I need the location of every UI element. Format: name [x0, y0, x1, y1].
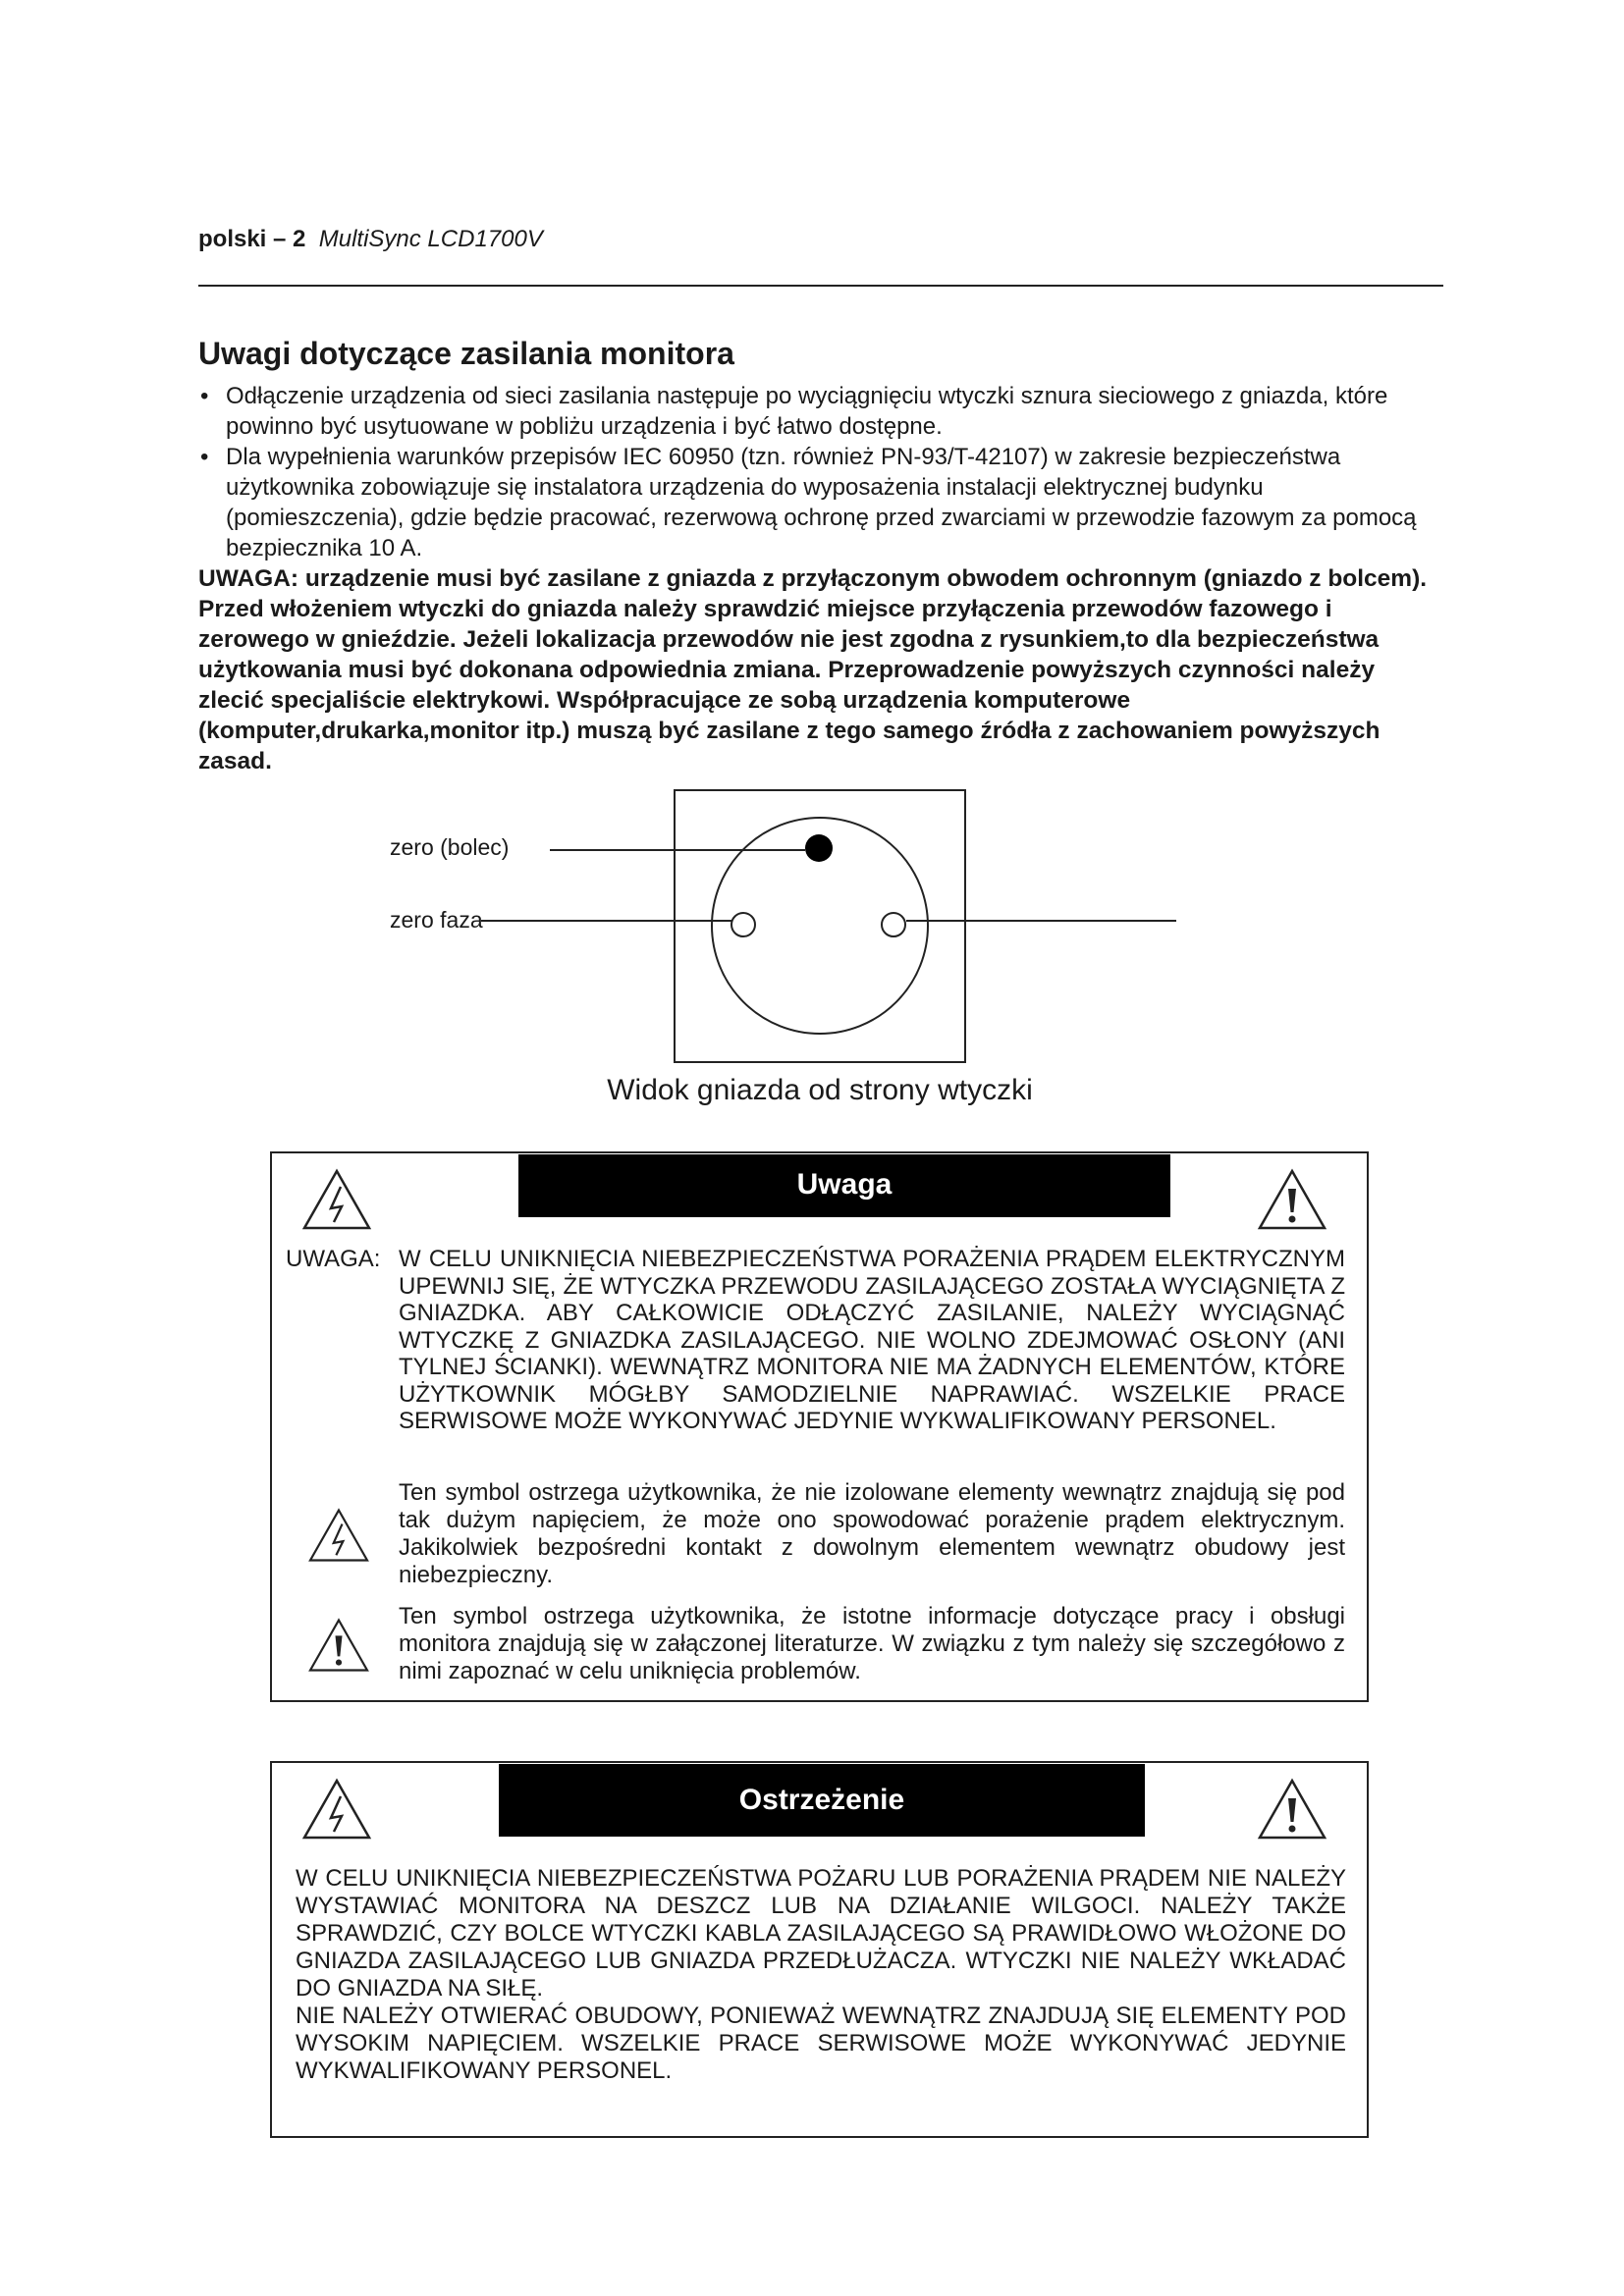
ground-pin: [805, 834, 833, 862]
list-item: • Dla wypełnienia warunków przepisów IEC 60950 (tzn. również PN-93/T-42107) w zakresie bezpieczeństwa użytkownika zobowiązuje się instalatora urządzenia do wyposażenia instalacji elektrycznej budynku (pomieszczenia), gdzie będzie pracować, rezerwową ochronę przed zwarciami w przewodzie fazowym za pomocą bezpiecznika 10 A.: [198, 442, 1443, 563]
ostrzezenie-paragraph-1: W CELU UNIKNIĘCIA NIEBEZPIECZEŃSTWA POŻARU LUB PORAŻENIA PRĄDEM NIE NALEŻY WYSTAWIAĆ MONITORA NA DESZCZ LUB NA DZIAŁANIE WILGOCI. NALEŻY TAKŻE SPRAWDZIĆ, CZY BOLCE WTYCZKI KABLA ZASILAJĄCEGO SĄ PRAWIDŁOWO WŁOŻONE DO GNIAZDA ZASILAJĄCEGO LUB GNIAZDA PRZEDŁUŻACZA. WTYCZKI NIE NALEŻY WKŁADAĆ DO GNIAZDA NA SIŁĘ.: [296, 1865, 1346, 2002]
diagram-caption: Widok gniazda od strony wtyczki: [607, 1074, 1033, 1106]
model-name: MultiSync LCD1700V: [318, 226, 543, 252]
exclamation-warning-icon: [1257, 1167, 1327, 1232]
page-number: polski – 2: [198, 226, 306, 252]
uwaga-label: UWAGA:: [286, 1246, 381, 1272]
list-item: • Odłączenie urządzenia od sieci zasilania następuje po wyciągnięciu wtyczki sznura sieciowego z gniazda, które powinno być usytuowane w pobliżu urządzenia i być łatwo dostępne.: [198, 381, 1443, 442]
ostrzezenie-warning-box: [270, 1761, 1369, 2138]
exclamation-warning-icon: [307, 1617, 370, 1674]
high-voltage-warning-icon: [307, 1507, 370, 1564]
grounding-warning-paragraph: UWAGA: urządzenie musi być zasilane z gniazda z przyłączonym obwodem ochronnym (gniazdo z bolcem). Przed włożeniem wtyczki do gniazda należy sprawdzić miejsce przyłączenia przewodów fazowego i zerowego w gnieździe. Jeżeli lokalizacja przewodów nie jest zgodna z rysunkiem,to dla bezpieczeństwa użytkowania musi być dokonana odpowiednia zmiana. Przeprowadzenie powyższych czynności należy zlecić specjaliście elektrykowi. Współpracujące ze sobą urządzenia komputerowe (komputer,drukarka,monitor itp.) muszą być zasilane z tego samego źródła z zachowaniem powyższych zasad.: [198, 565, 1428, 774]
ostrzezenie-paragraph-2: NIE NALEŻY OTWIERAĆ OBUDOWY, PONIEWAŻ WEWNĄTRZ ZNAJDUJĄ SIĘ ELEMENTY POD WYSOKIM NAPIĘCIEM. WSZELKIE PRACE SERWISOWE MOŻE WYKONYWAĆ JEDYNIE WYKWALIFIKOWANY PERSONEL.: [296, 2002, 1346, 2084]
ostrzezenie-text: [296, 1865, 1346, 2085]
right-hole: [882, 913, 905, 936]
high-voltage-warning-icon: [301, 1167, 372, 1232]
info-symbol-text: Ten symbol ostrzega użytkownika, że istotne informacje dotyczące pracy i obsługi monitora znajdują się w załączonej literaturze. W związku z tym należy się szczegółowo z nimi zapoznać w celu uniknięcia problemów.: [399, 1603, 1345, 1684]
exclamation-warning-icon: [1257, 1777, 1327, 1842]
ostrzezenie-title-bar: Ostrzeżenie: [499, 1764, 1145, 1837]
left-hole: [731, 913, 755, 936]
socket-frame: [675, 790, 965, 1062]
voltage-symbol-text: Ten symbol ostrzega użytkownika, że nie izolowane elementy wewnątrz znajdują się pod tak dużym napięciem, że może ono spowodować porażenie prądem elektrycznym. Jakikolwiek bezpośredni kontakt z dowolnym elementem wewnątrz obudowy jest niebezpieczny.: [399, 1479, 1345, 1588]
uwaga-text: W CELU UNIKNIĘCIA NIEBEZPIECZEŃSTWA PORAŻENIA PRĄDEM ELEKTRYCZNYM UPEWNIJ SIĘ, ŻE WTYCZKA PRZEWODU ZASILAJĄCEGO ZOSTAŁA WYCIĄGNIĘTA Z GNIAZDKA. ABY CAŁKOWICIE ODŁĄCZYĆ ZASILANIE, NALEŻY WYCIĄGNĄĆ WTYCZKĘ Z GNIAZDKA ZASILAJĄCEGO. NIE WOLNO ZDEJMOWAĆ OSŁONY (ANI TYLNEJ ŚCIANKI). WEWNĄTRZ MONITORA NIE MA ŻADNYCH ELEMENTÓW, KTÓRE UŻYTKOWNIK MÓGŁBY SAMODZIELNIE NAPRAWIAĆ. WSZELKIE PRACE SERWISOWE MOŻE WYKONYWAĆ JEDYNIE WYKWALIFIKOWANY PERSONEL.: [399, 1246, 1345, 1434]
uwaga-title-bar: Uwaga: [518, 1154, 1170, 1217]
holes-label: zero faza: [390, 907, 483, 933]
high-voltage-warning-icon: [301, 1777, 372, 1842]
pin-label: zero (bolec): [390, 834, 510, 860]
uwaga-warning-box: [270, 1151, 1369, 1702]
section-title: Uwagi dotyczące zasilania monitora: [198, 336, 734, 371]
